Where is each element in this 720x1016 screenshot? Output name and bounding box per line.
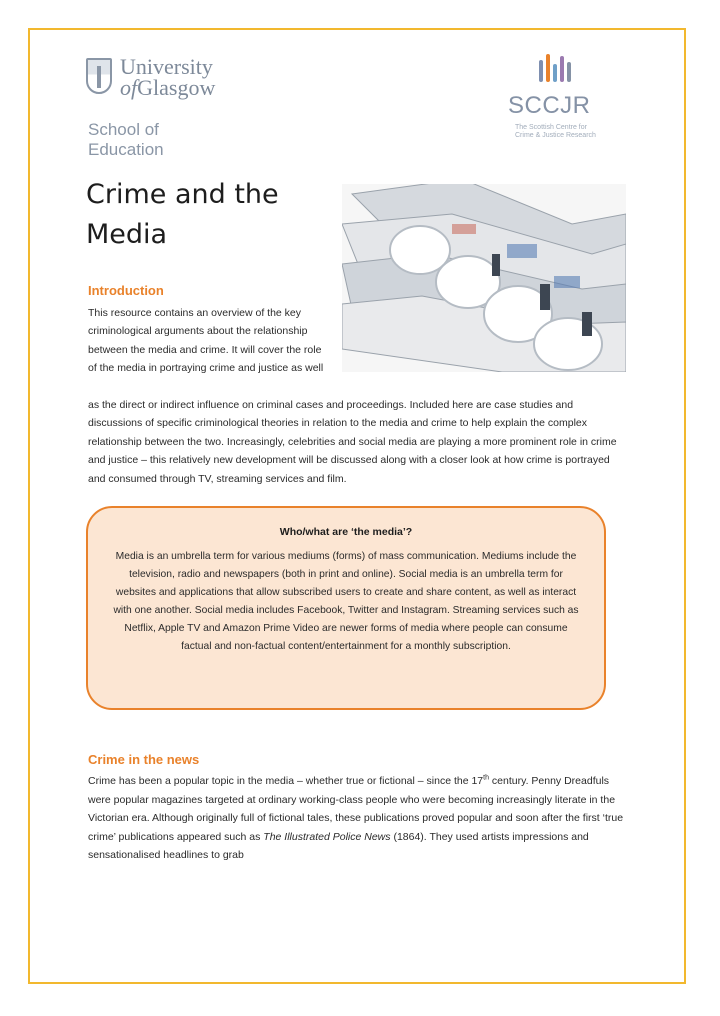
sccjr-bars-icon xyxy=(539,52,579,82)
crime-in-the-news-paragraph xyxy=(88,772,628,865)
university-name-of: of xyxy=(120,75,138,100)
introduction-paragraph-start: This resource contains an overview of the key criminological arguments about the relationship between the media and crime. It will cover the role of the media in portraying crime and justice as well xyxy=(88,307,324,375)
sccjr-logo xyxy=(505,52,615,164)
news-text-part1: Crime has been a popular topic in the media – whether true or fictional – since the 17 xyxy=(88,775,484,787)
news-text-part2: century. Penny Dreadfuls were popular magazines targeted at ordinary working-class people who were becoming increasingly literate in the Victorian era. Although originally full of fictional tales, these publications proved popular and soon after the first ‘true crime’ publications appeared such as xyxy=(88,775,624,843)
media-definition-title: Who/what are ‘the media’? xyxy=(279,526,413,538)
media-definition-body: Media is an umbrella term for various mediums (forms) of mass communication. Mediums include the television, radio and newspapers (both in print and online). Social media is an umbrella term for websites and applications that allow subscribed users to create and share content, as well as interact with one another. Social media includes Facebook, Twitter and Instagram. Streaming services such as Netflix, Apple TV and Amazon Prime Video are newer forms of media where people can consume factual and non-factual content/entertainment for a monthly subscription. xyxy=(113,551,579,652)
sccjr-acronym: SCCJR xyxy=(508,92,591,119)
crime-in-the-news-heading: Crime in the news xyxy=(88,752,200,767)
university-of-glasgow-logo xyxy=(86,56,236,106)
university-name xyxy=(120,56,215,98)
introduction-paragraph-continued: as the direct or indirect influence on criminal cases and proceedings. Included here are case studies and discussions of specific criminological theories in relation to the media and crime to help explain the complex relationship between the two. Increasingly, celebrities and social media are playing a more prominent role in crime and justice – this relatively new development will be discussed along with a closer look at how crime is portrayed and consumed through TV, streaming services and film. xyxy=(88,399,617,485)
page-title: Crime and the Media xyxy=(86,179,279,250)
school-name: School of Education xyxy=(88,120,164,159)
newspaper-stack-image xyxy=(342,184,626,372)
sccjr-fullname: The Scottish Centre for Crime & Justice Research xyxy=(515,124,596,139)
publication-title: The Illustrated Police News xyxy=(263,830,391,843)
university-name-line2: Glasgow xyxy=(137,75,216,100)
university-crest-icon xyxy=(86,58,112,94)
news-text-superscript: th xyxy=(483,774,489,782)
introduction-heading: Introduction xyxy=(88,283,164,298)
news-text-part3: (1864). They used artists impressions and sensationalised headlines to grab xyxy=(88,830,589,862)
media-definition-box xyxy=(86,506,606,710)
university-name-line1: University xyxy=(120,54,213,79)
